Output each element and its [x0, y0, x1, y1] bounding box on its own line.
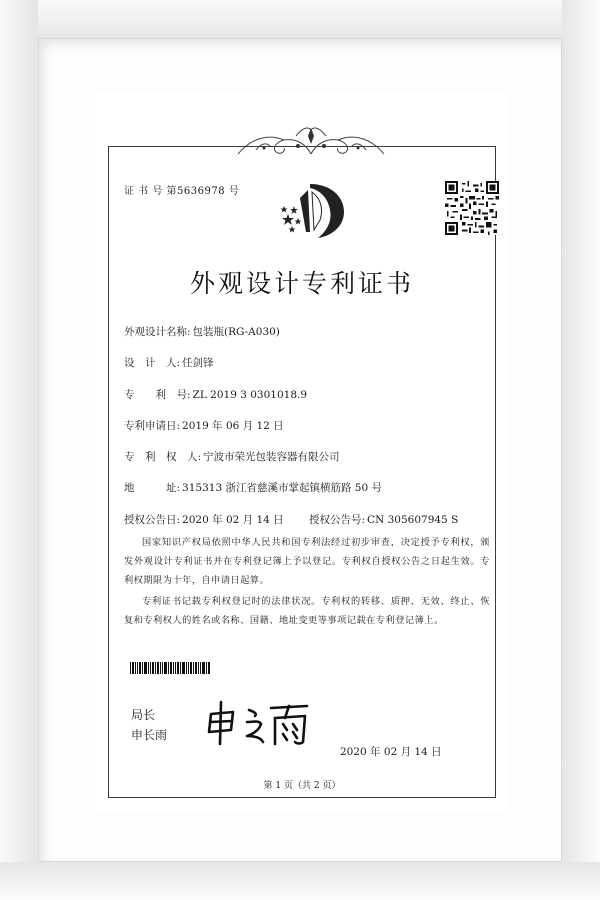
issue-date: 2020 年 02 月 14 日	[340, 746, 442, 758]
page-number: 第 1 页（共 2 页）	[263, 781, 341, 791]
certificate-title: 外观设计专利证书	[189, 269, 414, 298]
grant-number-label: 授权公告号:	[309, 514, 366, 526]
designer-label: 设 计 人:	[124, 357, 181, 369]
patentee-value: 宁波市荣光包装容器有限公司	[203, 451, 340, 463]
frame-edge-right	[562, 0, 600, 900]
grant-number-value: CN 305607945 S	[367, 514, 459, 526]
filing-date-label: 专利申请日:	[124, 420, 181, 432]
patentee-label: 专 利 权 人:	[124, 451, 202, 463]
qr-code-icon	[445, 181, 499, 235]
grant-number-field	[309, 512, 458, 527]
ornament-icon	[236, 124, 386, 158]
director-block	[131, 705, 167, 745]
legal-paragraph-2: 专利证书记载专利权登记时的法律状况。专利权的转移、质押、无效、终止、恢复和专利权人的姓名或名称、国籍、地址变更等事项记载在专利登记簿上。	[124, 596, 490, 626]
address-field	[124, 480, 382, 495]
director-title: 局长	[131, 708, 156, 722]
design-name-value: 包装瓶(RG-A030)	[192, 326, 280, 338]
filing-date-field	[124, 418, 284, 433]
certificate-number: 证 书 号 第5636978 号	[124, 186, 240, 197]
patent-number-label: 专 利 号:	[124, 389, 191, 401]
patentee-field	[124, 449, 340, 464]
design-name-label: 外观设计名称:	[124, 326, 191, 338]
patent-number-field	[124, 387, 307, 402]
grant-date-label: 授权公告日:	[124, 514, 181, 526]
frame-edge-left	[0, 0, 38, 900]
frame-edge-bottom	[0, 862, 600, 900]
signature-icon	[205, 700, 315, 748]
filing-date-value: 2019 年 06 月 12 日	[182, 420, 284, 432]
frame-edge-top	[0, 0, 600, 38]
address-label: 地 址:	[124, 482, 181, 494]
barcode-icon	[130, 662, 210, 674]
legal-paragraph-1: 国家知识产权局依照中华人民共和国专利法经过初步审查，决定授予专利权，颁发外观设计专利证书并在专利登记簿上予以登记。专利权自授权公告之日起生效。专利权期限为十年，自申请日起算。	[124, 537, 490, 586]
design-name-field	[124, 324, 280, 339]
address-value: 315313 浙江省慈溪市掌起镇横筋路 50 号	[182, 482, 383, 494]
designer-value: 任剑锋	[182, 357, 214, 369]
director-name: 申长雨	[131, 728, 168, 742]
designer-field	[124, 355, 214, 370]
grant-date-field	[124, 512, 284, 527]
patent-emblem-icon	[270, 180, 348, 240]
patent-number-value: ZL 2019 3 0301018.9	[192, 389, 308, 401]
grant-date-value: 2020 年 02 月 14 日	[182, 514, 284, 526]
